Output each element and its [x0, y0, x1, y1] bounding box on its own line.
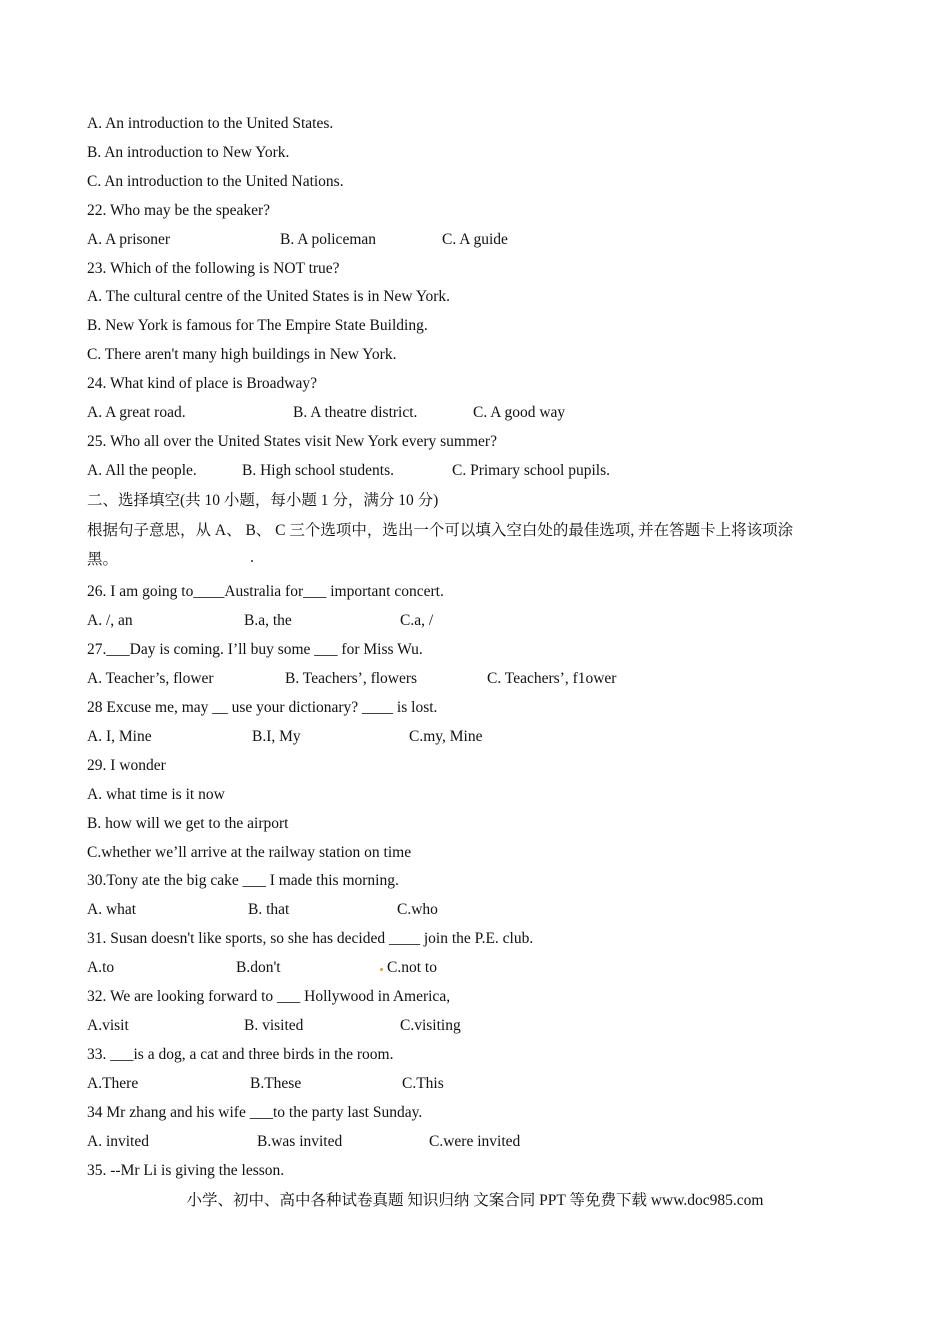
option-b: B.don't — [236, 959, 281, 976]
option-c: C.whether we’ll arrive at the railway station on time — [87, 844, 412, 861]
option-a: A. what time is it now — [87, 786, 225, 803]
question-31: 31. Susan doesn't like sports, so she has decided ____ join the P.E. club. — [87, 930, 534, 947]
option-b: B. New York is famous for The Empire State Building. — [87, 317, 428, 334]
option-c: C.not to — [387, 959, 437, 976]
question-32: 32. We are looking forward to ___ Hollywood in America, — [87, 988, 451, 1005]
option-c: C.a, / — [400, 612, 434, 629]
option-text: C. An introduction to the United Nations. — [87, 173, 344, 190]
option-b: B. how will we get to the airport — [87, 815, 289, 832]
question-27: 27.___Day is coming. I’ll buy some ___ for Miss Wu. — [87, 641, 423, 658]
section-heading: 二、选择填空(共 10 小题，每小题 1 分，满分 10 分) — [87, 492, 439, 509]
option-c: C.my, Mine — [409, 728, 483, 745]
option-c: C.who — [397, 901, 438, 918]
stray-mark — [380, 968, 383, 971]
option-b: B.These — [250, 1075, 302, 1092]
option-b: B.I, My — [252, 728, 301, 745]
question-28: 28 Excuse me, may __ use your dictionary? ____ is lost. — [87, 699, 438, 716]
option-a: A. Teacher’s, flower — [87, 670, 214, 687]
question-34: 34 Mr zhang and his wife ___to the party last Sunday. — [87, 1104, 423, 1121]
option-a: A. /, an — [87, 612, 133, 629]
option-b: B.was invited — [257, 1133, 343, 1150]
option-a: A.There — [87, 1075, 139, 1092]
option-a: A. All the people. — [87, 462, 197, 479]
option-c: C.were invited — [429, 1133, 521, 1150]
question-24: 24. What kind of place is Broadway? — [87, 375, 317, 392]
question-22: 22. Who may be the speaker? — [87, 202, 271, 219]
option-a: A. A great road. — [87, 404, 186, 421]
option-a: A. A prisoner — [87, 231, 171, 248]
option-b: B.a, the — [244, 612, 292, 629]
option-c: C. A guide — [442, 231, 508, 248]
question-30: 30.Tony ate the big cake ___ I made this morning. — [87, 872, 399, 889]
option-a: A. The cultural centre of the United States is in New York. — [87, 288, 451, 305]
question-29: 29. I wonder — [87, 757, 166, 774]
option-a: A. I, Mine — [87, 728, 152, 745]
option-b: B. that — [248, 901, 290, 918]
option-b: B. visited — [244, 1017, 304, 1034]
option-a: A.to — [87, 959, 115, 976]
option-text: A. An introduction to the United States. — [87, 115, 334, 132]
question-25: 25. Who all over the United States visit New York every summer? — [87, 433, 497, 450]
instructions-continued: 黑。 — [87, 551, 119, 568]
option-b: B. Teachers’, flowers — [285, 670, 418, 687]
page-footer: 小学、初中、高中各种试卷真题 知识归纳 文案合同 PPT 等免费下载 www.doc985.com — [186, 1192, 764, 1209]
option-b: B. A policeman — [280, 231, 377, 248]
option-b: B. A theatre district. — [293, 404, 418, 421]
option-a: A.visit — [87, 1017, 129, 1034]
instructions: 根据句子意思，从 A、 B、 C 三个选项中，选出一个可以填入空白处的最佳选项, 并在答题卡上将该项涂 — [87, 522, 794, 539]
option-c: C. A good way — [473, 404, 566, 421]
question-26: 26. I am going to____Australia for___ important concert. — [87, 583, 444, 600]
option-c: C.This — [402, 1075, 444, 1092]
question-23: 23. Which of the following is NOT true? — [87, 260, 340, 277]
option-b: B. High school students. — [242, 462, 394, 479]
option-c: C. There aren't many high buildings in New York. — [87, 346, 397, 363]
option-c: C. Teachers’, f1ower — [487, 670, 617, 687]
option-text: B. An introduction to New York. — [87, 144, 290, 161]
option-a: A. invited — [87, 1133, 149, 1150]
option-c: C. Primary school pupils. — [452, 462, 611, 479]
stray-mark — [251, 560, 253, 562]
option-a: A. what — [87, 901, 137, 918]
question-35: 35. --Mr Li is giving the lesson. — [87, 1162, 285, 1179]
option-c: C.visiting — [400, 1017, 461, 1034]
question-33: 33. ___is a dog, a cat and three birds in the room. — [87, 1046, 394, 1063]
